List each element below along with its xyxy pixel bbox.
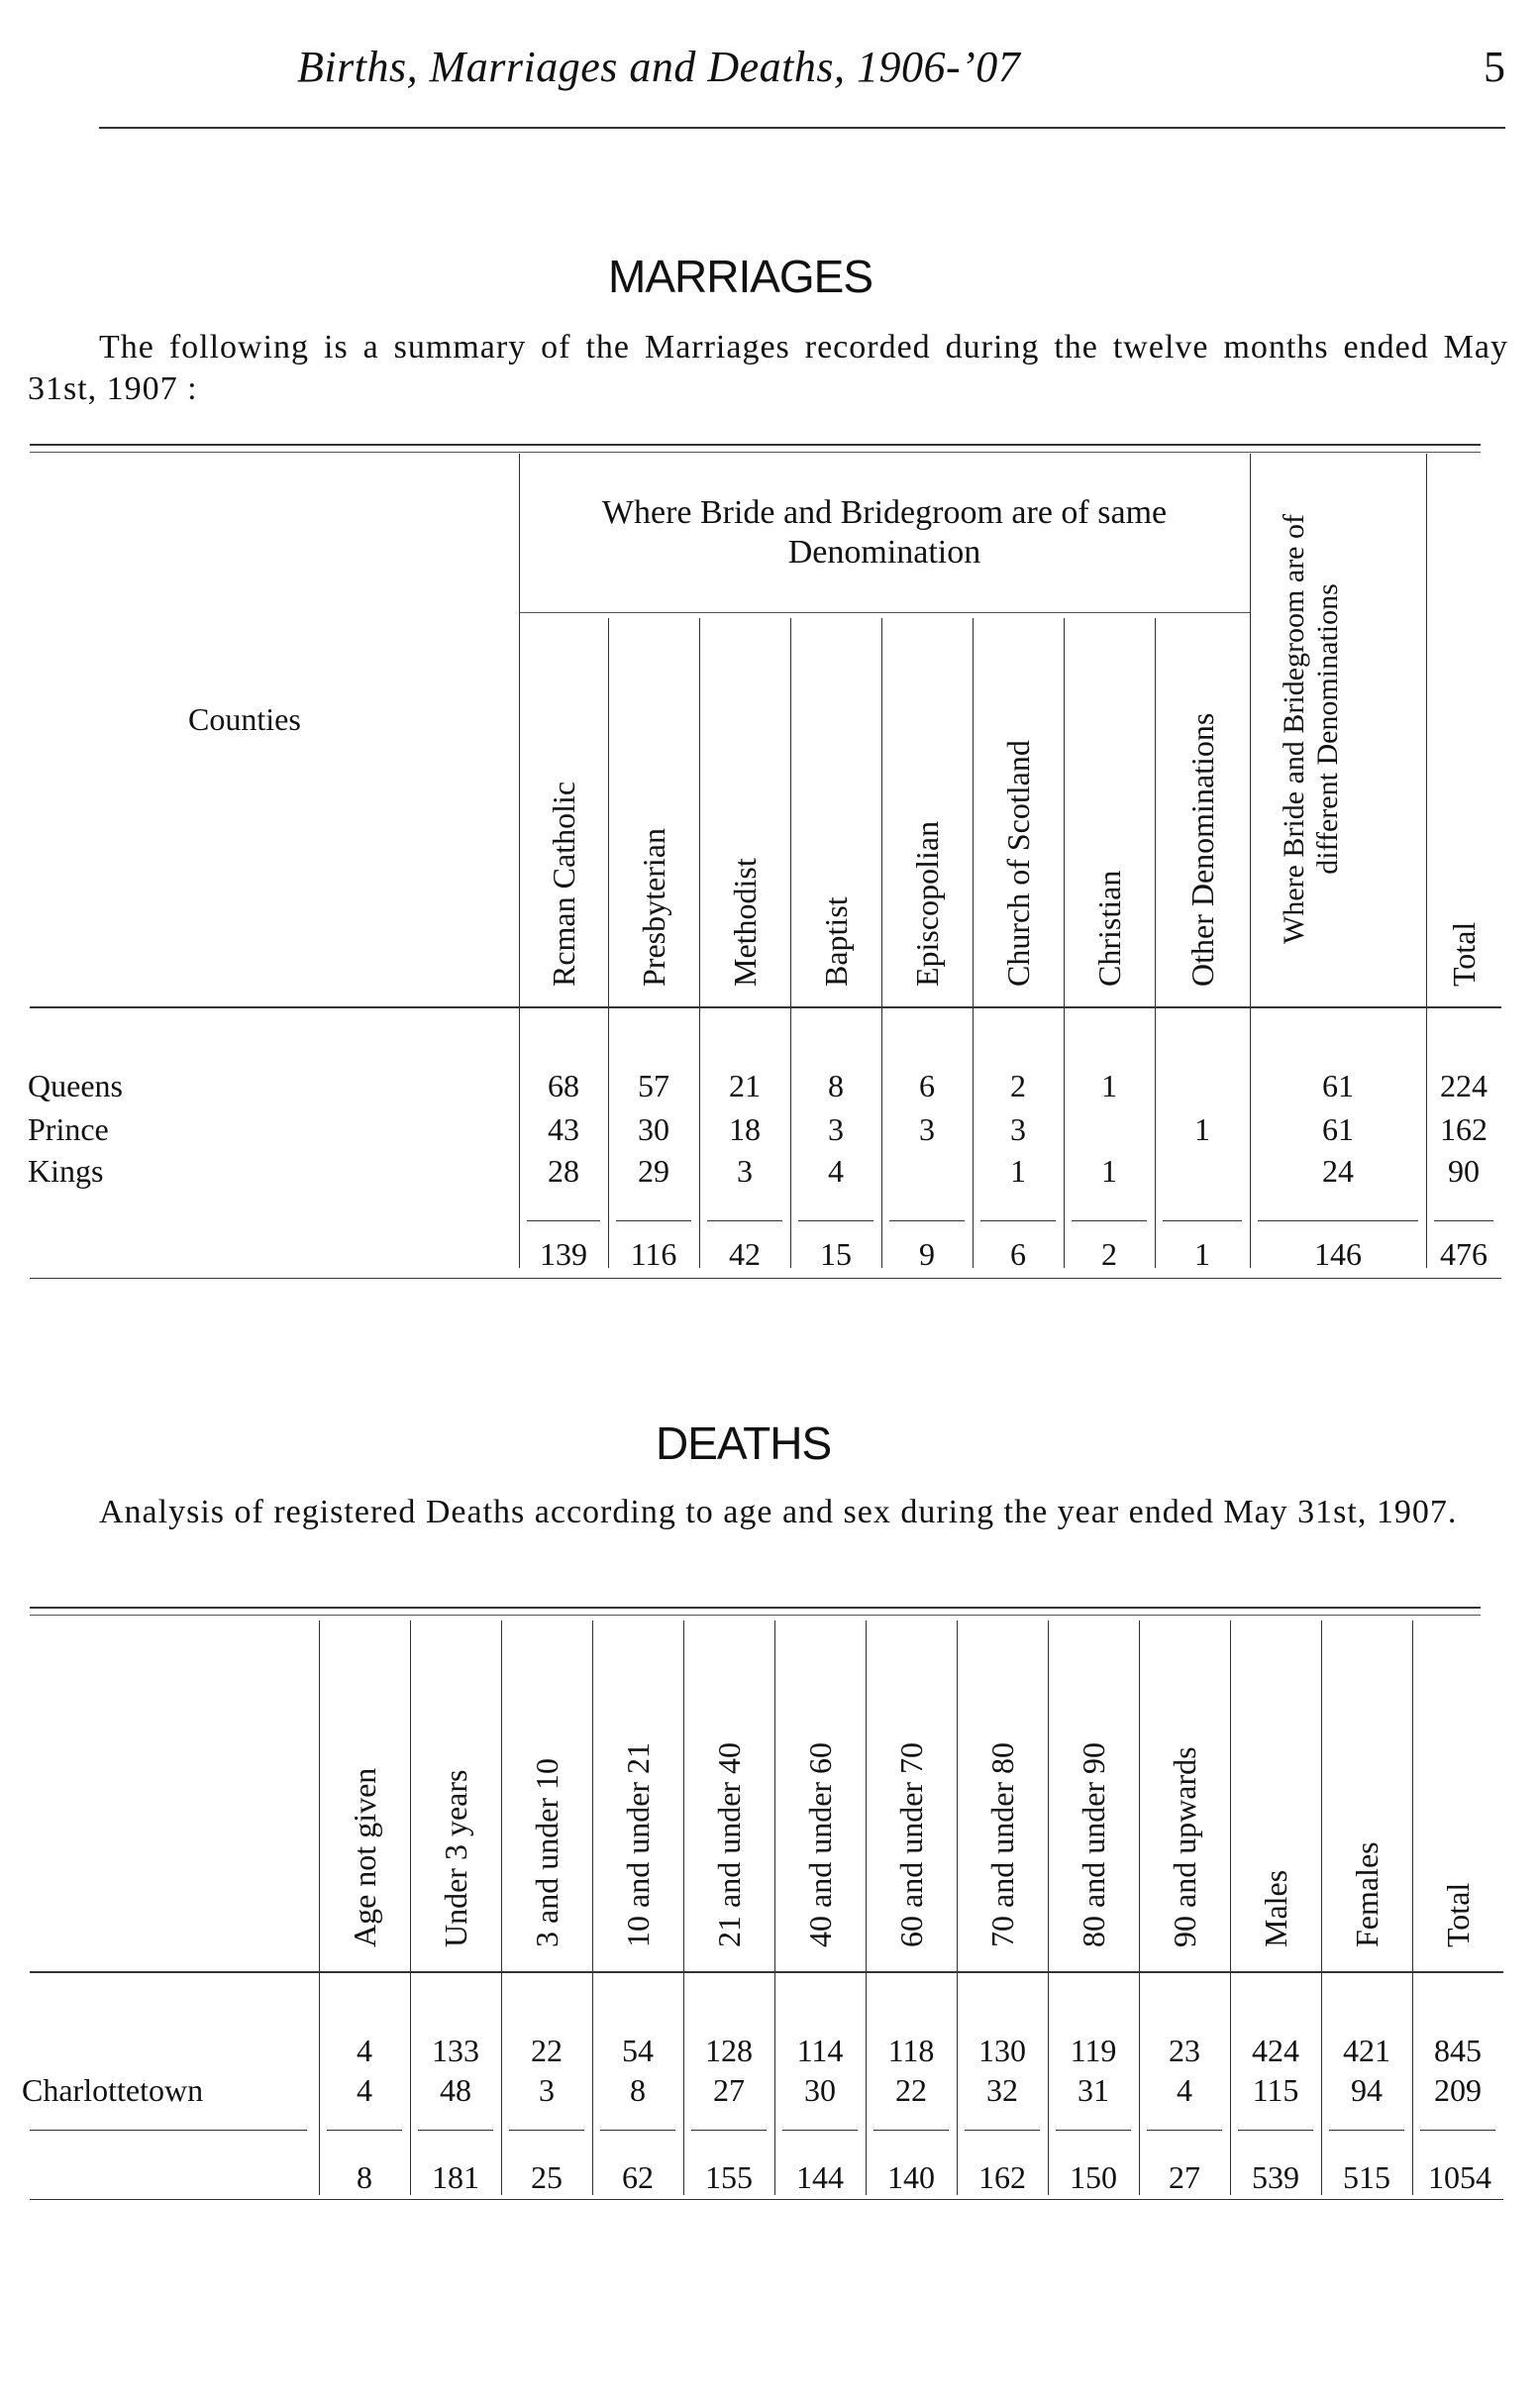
total-rule [1238,2130,1313,2131]
table-cell: 32 [986,2072,1018,2108]
table-cell: 31 [1078,2072,1109,2108]
marriages-title: MARRIAGES [608,251,873,302]
table-cell: 54 [622,2033,654,2068]
column-header: 60 and under 70 [893,1741,929,1947]
col-rule [1064,618,1065,1268]
table-cell: 3 [737,1153,753,1189]
county-label: Kings [28,1153,104,1189]
table-cell: 68 [548,1068,579,1103]
total-rule [965,2130,1040,2131]
total-cell: 515 [1343,2159,1390,2195]
column-header: 10 and under 21 [620,1741,656,1947]
total-rule [1420,2130,1495,2131]
table-cell: 130 [978,2033,1026,2068]
table-cell: 421 [1343,2033,1390,2068]
col-rule [592,1621,593,2195]
header-rule [99,127,1505,129]
table-cell: 2 [1010,1068,1026,1103]
total-rule [509,2130,584,2131]
marriages-table-top-rule [30,444,1481,446]
column-header: 90 and upwards [1167,1746,1202,1947]
total-cell: 476 [1440,1236,1488,1272]
total-rule [798,1220,873,1221]
total-cell: 9 [919,1236,935,1272]
column-header: Females [1349,1841,1385,1947]
deaths-title: DEATHS [656,1417,832,1469]
table-cell: 61 [1322,1068,1354,1103]
column-header: 3 and under 10 [529,1757,565,1947]
total-cell: 162 [978,2159,1026,2195]
col-rule [1412,1621,1413,2195]
total-rule [616,1220,691,1221]
total-rule [1258,1220,1418,1221]
total-cell: 539 [1252,2159,1299,2195]
table-cell: 94 [1351,2072,1383,2108]
table-cell: 43 [548,1111,579,1147]
total-cell: 150 [1070,2159,1117,2195]
total-cell: 25 [531,2159,563,2195]
table-cell: 128 [705,2033,753,2068]
total-cell: 62 [622,2159,654,2195]
table-cell: 22 [895,2072,927,2108]
table-cell: 30 [638,1111,669,1147]
deaths-table-top-rule [30,1607,1481,1609]
column-header: 40 and under 60 [802,1741,838,1947]
column-header: 21 and under 40 [711,1741,747,1947]
table-cell: 6 [919,1068,935,1103]
table-cell: 29 [638,1153,669,1189]
total-cell: 15 [820,1236,852,1272]
total-rule [1147,2130,1222,2131]
counties-header: Counties [188,701,301,737]
total-cell: 155 [705,2159,753,2195]
col-rule [1321,1621,1322,2195]
table-cell: 8 [630,2072,646,2108]
page-number: 5 [1484,43,1505,91]
table-cell: 23 [1169,2033,1200,2068]
total-rule [327,2130,402,2131]
table-cell: 4 [828,1153,844,1189]
table-cell: 90 [1448,1153,1480,1189]
deaths-intro: Analysis of registered Deaths according to age and sex during the year ended May 31st, 1907. [99,1494,1458,1530]
table-cell: 18 [729,1111,761,1147]
col-rule [866,1621,867,2195]
table-cell: 4 [357,2033,372,2068]
col-rule [790,618,791,1268]
total-cell: 144 [796,2159,844,2195]
table-cell: 30 [804,2072,836,2108]
total-cell: 27 [1169,2159,1200,2195]
column-header: Rcman Catholic [546,781,581,987]
table-cell: 114 [796,2033,844,2068]
county-label: Prince [28,1111,109,1147]
total-cell: 146 [1314,1236,1362,1272]
table-cell: 27 [713,2072,745,2108]
col-rule [683,1621,684,2195]
col-rule [973,618,974,1268]
total-cell: 139 [540,1236,587,1272]
table-bottom-rule [30,2199,1503,2200]
total-rule [691,2130,767,2131]
running-head: Births, Marriages and Deaths, 1906-’07 [297,43,1021,91]
table-cell: 8 [828,1068,844,1103]
table-cell: 57 [638,1068,669,1103]
table-cell: 21 [729,1068,761,1103]
column-header: 80 and under 90 [1076,1741,1111,1947]
column-header: Methodist [727,858,763,987]
table-cell: 61 [1322,1111,1354,1147]
total-rule [30,2130,307,2131]
total-rule [1329,2130,1404,2131]
table-cell: 3 [919,1111,935,1147]
table-cell: 118 [887,2033,935,2068]
col-rule [1250,454,1251,1268]
total-rule [889,1220,965,1221]
col-rule [501,1621,502,2195]
table-cell: 133 [432,2033,479,2068]
col-rule [1155,618,1156,1268]
total-cell: 1054 [1428,2159,1491,2195]
table-cell: 28 [548,1153,579,1189]
column-header: Total [1440,1882,1476,1947]
county-label: Queens [28,1068,123,1103]
total-rule [418,2130,493,2131]
same-denomination-header: Where Bride and Bridegroom are of same Denomination [601,494,1168,571]
total-rule [707,1220,782,1221]
col-rule [519,454,520,1268]
column-header: Age not given [347,1767,382,1947]
total-rule [600,2130,675,2131]
table-cell: 209 [1434,2072,1482,2108]
column-header: Presbyterian [636,828,671,987]
table-cell: 1 [1010,1153,1026,1189]
col-rule [699,618,700,1268]
table-cell: 24 [1322,1153,1354,1189]
total-header: Total [1446,921,1482,987]
total-rule [1163,1220,1242,1221]
column-header: Baptist [818,896,854,987]
total-cell: 8 [357,2159,372,2195]
table-cell: 1 [1194,1111,1210,1147]
column-header: Episcopolian [909,820,945,987]
table-cell: 3 [1010,1111,1026,1147]
total-cell: 42 [729,1236,761,1272]
total-rule [873,2130,949,2131]
table-cell: 1 [1101,1068,1117,1103]
table-cell: 119 [1070,2033,1117,2068]
table-cell: 162 [1440,1111,1488,1147]
table-cell: 3 [828,1111,844,1147]
table-cell: 48 [440,2072,471,2108]
table-cell: 845 [1434,2033,1482,2068]
total-rule [782,2130,858,2131]
total-cell: 181 [432,2159,479,2195]
col-rule [1139,1621,1140,2195]
table-cell: 424 [1252,2033,1299,2068]
different-denomination-header: Where Bride and Bridegroom are of different Denominations [1278,514,1344,944]
col-rule [881,618,882,1268]
col-rule [1230,1621,1231,2195]
column-header: Males [1258,1869,1293,1947]
table-cell: 115 [1252,2072,1299,2108]
col-rule [774,1621,775,2195]
total-cell: 1 [1194,1236,1210,1272]
table-bottom-rule [30,1278,1501,1279]
total-rule [527,1220,600,1221]
total-cell: 116 [630,1236,677,1272]
total-cell: 140 [887,2159,935,2195]
header-bottom-rule [30,1971,1503,1973]
column-header: Other Denominations [1184,712,1220,987]
table-cell: 224 [1440,1068,1488,1103]
total-rule [1434,1220,1493,1221]
column-header: Christian [1091,870,1127,987]
col-rule [1426,454,1427,1268]
header-bottom-rule [30,1006,1501,1008]
column-header: Under 3 years [438,1769,473,1947]
total-rule [1072,1220,1147,1221]
table-cell: 4 [1177,2072,1192,2108]
marriages-intro: The following is a summary of the Marriages recorded during the twelve months ended May 31st, 1907 : [28,329,1508,407]
column-header: Church of Scotland [1000,740,1036,987]
total-rule [980,1220,1056,1221]
col-rule [957,1621,958,2195]
col-rule [319,1621,320,2195]
table-cell: 4 [357,2072,372,2108]
col-rule [410,1621,411,2195]
table-cell: 3 [539,2072,555,2108]
table-cell: 22 [531,2033,563,2068]
total-cell: 2 [1101,1236,1117,1272]
col-rule [1048,1621,1049,2195]
total-cell: 6 [1010,1236,1026,1272]
total-rule [1056,2130,1131,2131]
table-cell: 1 [1101,1153,1117,1189]
column-header: 70 and under 80 [984,1741,1020,1947]
deaths-row-label: Charlottetown [22,2072,204,2108]
col-rule [608,618,609,1268]
